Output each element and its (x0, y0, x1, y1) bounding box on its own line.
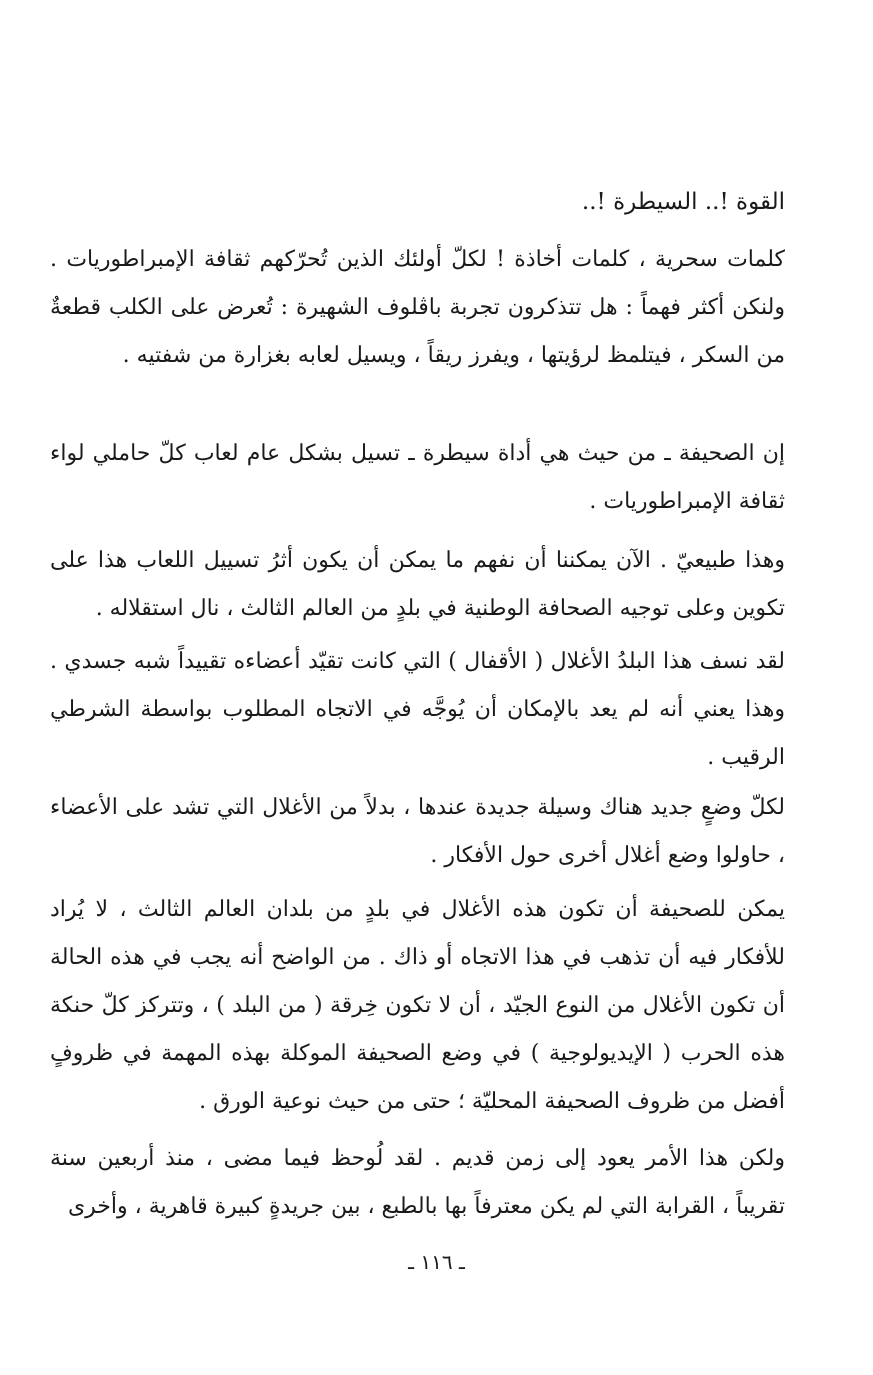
paragraph-5: لكلّ وضعٍ جديد هناك وسيلة جديدة عندها ، بدلاً من الأغلال التي تشد على الأعضاء ، حاولوا وضع أغلال أخرى حول الأفكار . (50, 795, 785, 868)
paragraph-1: كلمات سحرية ، كلمات أخاذة ! لكلّ أولئك الذين تُحرّكهم ثقافة الإمبراطوريات . ولنكن أكثر فهماً : هل تتذكرون تجربة باڤلوف الشهيرة : تُعرض على الكلب قطعةٌ من السكر ، فيتلمظ لرؤيتها ، ويفرز ريقاً ، ويسيل لعابه بغزارة من شفتيه . (50, 247, 785, 368)
page-number: ـ ١١٦ ـ (408, 1250, 465, 1274)
paragraph-2: إن الصحيفة ـ من حيث هي أداة سيطرة ـ تسيل بشكل عام لعاب كلّ حاملي لواء ثقافة الإمبراطوريات . (50, 441, 785, 514)
paragraph-7: ولكن هذا الأمر يعود إلى زمن قديم . لقد لُوحظ فيما مضى ، منذ أربعين سنة تقريباً ، القرابة التي لم يكن معترفاً بها بالطبع ، بين جريدةٍ كبيرة قاهرية ، وأخرى (50, 1146, 785, 1219)
paragraph-3: وهذا طبيعيّ . الآن يمكننا أن نفهم ما يمكن أن يكون أثرُ تسييل اللعاب هذا على تكوين وعلى توجيه الصحافة الوطنية في بلدٍ من العالم الثالث ، نال استقلاله . (50, 548, 785, 621)
section-heading: القوة !.. السيطرة !.. (581, 189, 785, 215)
paragraph-4: لقد نسف هذا البلدُ الأغلال ( الأقفال ) التي كانت تقيّد أعضاءه تقييداً شبه جسدي . وهذا يعني أنه لم يعد بالإمكان أن يُوجَّه في الاتجاه المطلوب بواسطة الشرطي الرقيب . (50, 649, 785, 770)
paragraph-6: يمكن للصحيفة أن تكون هذه الأغلال في بلدٍ من بلدان العالم الثالث ، لا يُراد للأفكار فيه أن تذهب في هذا الاتجاه أو ذاك . من الواضح أنه يجب في هذه الحالة أن تكون الأغلال من النوع الجيّد ، أن لا تكون خِرقة ( من البلد ) ، وتتركز كلّ حنكة هذه الحرب ( الإيديولوجية ) في وضع الصحيفة الموكلة بهذه المهمة في ظروفٍ أفضل من ظروف الصحيفة المحليّة ؛ حتى من حيث نوعية الورق . (50, 897, 785, 1114)
